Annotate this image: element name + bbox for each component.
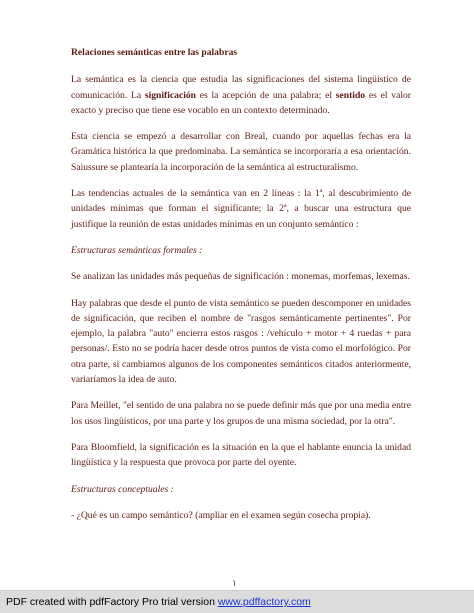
page-number: ١ (232, 578, 237, 588)
document-body (71, 45, 411, 534)
paragraph-text: La semántica es la ciencia que estudia las significaciones del sistema lingüístico de comunicación. La (71, 74, 411, 101)
paragraph-history: Esta ciencia se empezó a desarrollar con Breal, cuando por aquellas fechas era la Gramática histórica la que predominaba. La semántica se incorporaría a esa orientación. Saiussure se plantearía la incorporación de la semántica al estructuralismo. (71, 131, 411, 173)
footer-link[interactable]: www.pdffactory.com (217, 596, 311, 608)
section-heading-formal-structures: Estructuras semánticas formales : (71, 244, 203, 256)
paragraph-semantic-field: - ¿Qué es un campo semántico? (ampliar en el examen según cosecha propia). (71, 509, 371, 521)
paragraph-semantic-features: Hay palabras que desde el punto de vista semántico se pueden descomponer en unidades de significación, que reciben el nombre de "rasgos semánticamente pertinentes". Por ejemplo, la palabra "auto" encierra estos rasgos : /vehículo + motor + 4 ruedas + para personas/. Esto no se podría hacer desde otros puntos de vista como el morfológico. Por otra parte, si cambiamos algunos de los componentes semánticos citados anteriormente, variaríamos la idea de auto. (71, 297, 411, 386)
document-title: Relaciones semánticas entre las palabras (71, 47, 238, 58)
paragraph-units: Se analizan las unidades más pequeñas de significación : monemas, morfemas, lexemas. (71, 271, 410, 283)
paragraph-bloomfield: Para Bloomfield, la significación es la situación en la que el hablante enuncia la unidad lingüística y la respuesta que provoca por parte del oyente. (71, 441, 411, 469)
paragraph-text: es la acepción de una palabra; el (196, 89, 336, 101)
footer-text: PDF created with pdfFactory Pro trial version (6, 596, 218, 608)
paragraph-tendencies: Las tendencias actuales de la semántica van en 2 líneas : la 1ª, al descubrimiento de unidades mínimas que forman el significante; la 2ª, a buscar una estructura que justifique la reunión de estas unidades mínimas en un conjunto semántico : (71, 188, 411, 230)
paragraph-definition (71, 72, 411, 118)
term-sentido: sentido (335, 89, 366, 101)
paragraph-meillet: Para Meillet, "el sentido de una palabra no se puede definir más que por una media entre los usos lingüísticos, por una parte y los grupos de una misma sociedad, por la otra". (71, 400, 411, 427)
paragraph-text: es el valor exacto y preciso que tiene ese vocablo en un contexto determinado. (71, 89, 411, 116)
pdf-footer-banner (0, 590, 474, 613)
term-significacion: significación (144, 89, 197, 101)
section-heading-conceptual-structures: Estructuras conceptuales : (71, 483, 174, 495)
